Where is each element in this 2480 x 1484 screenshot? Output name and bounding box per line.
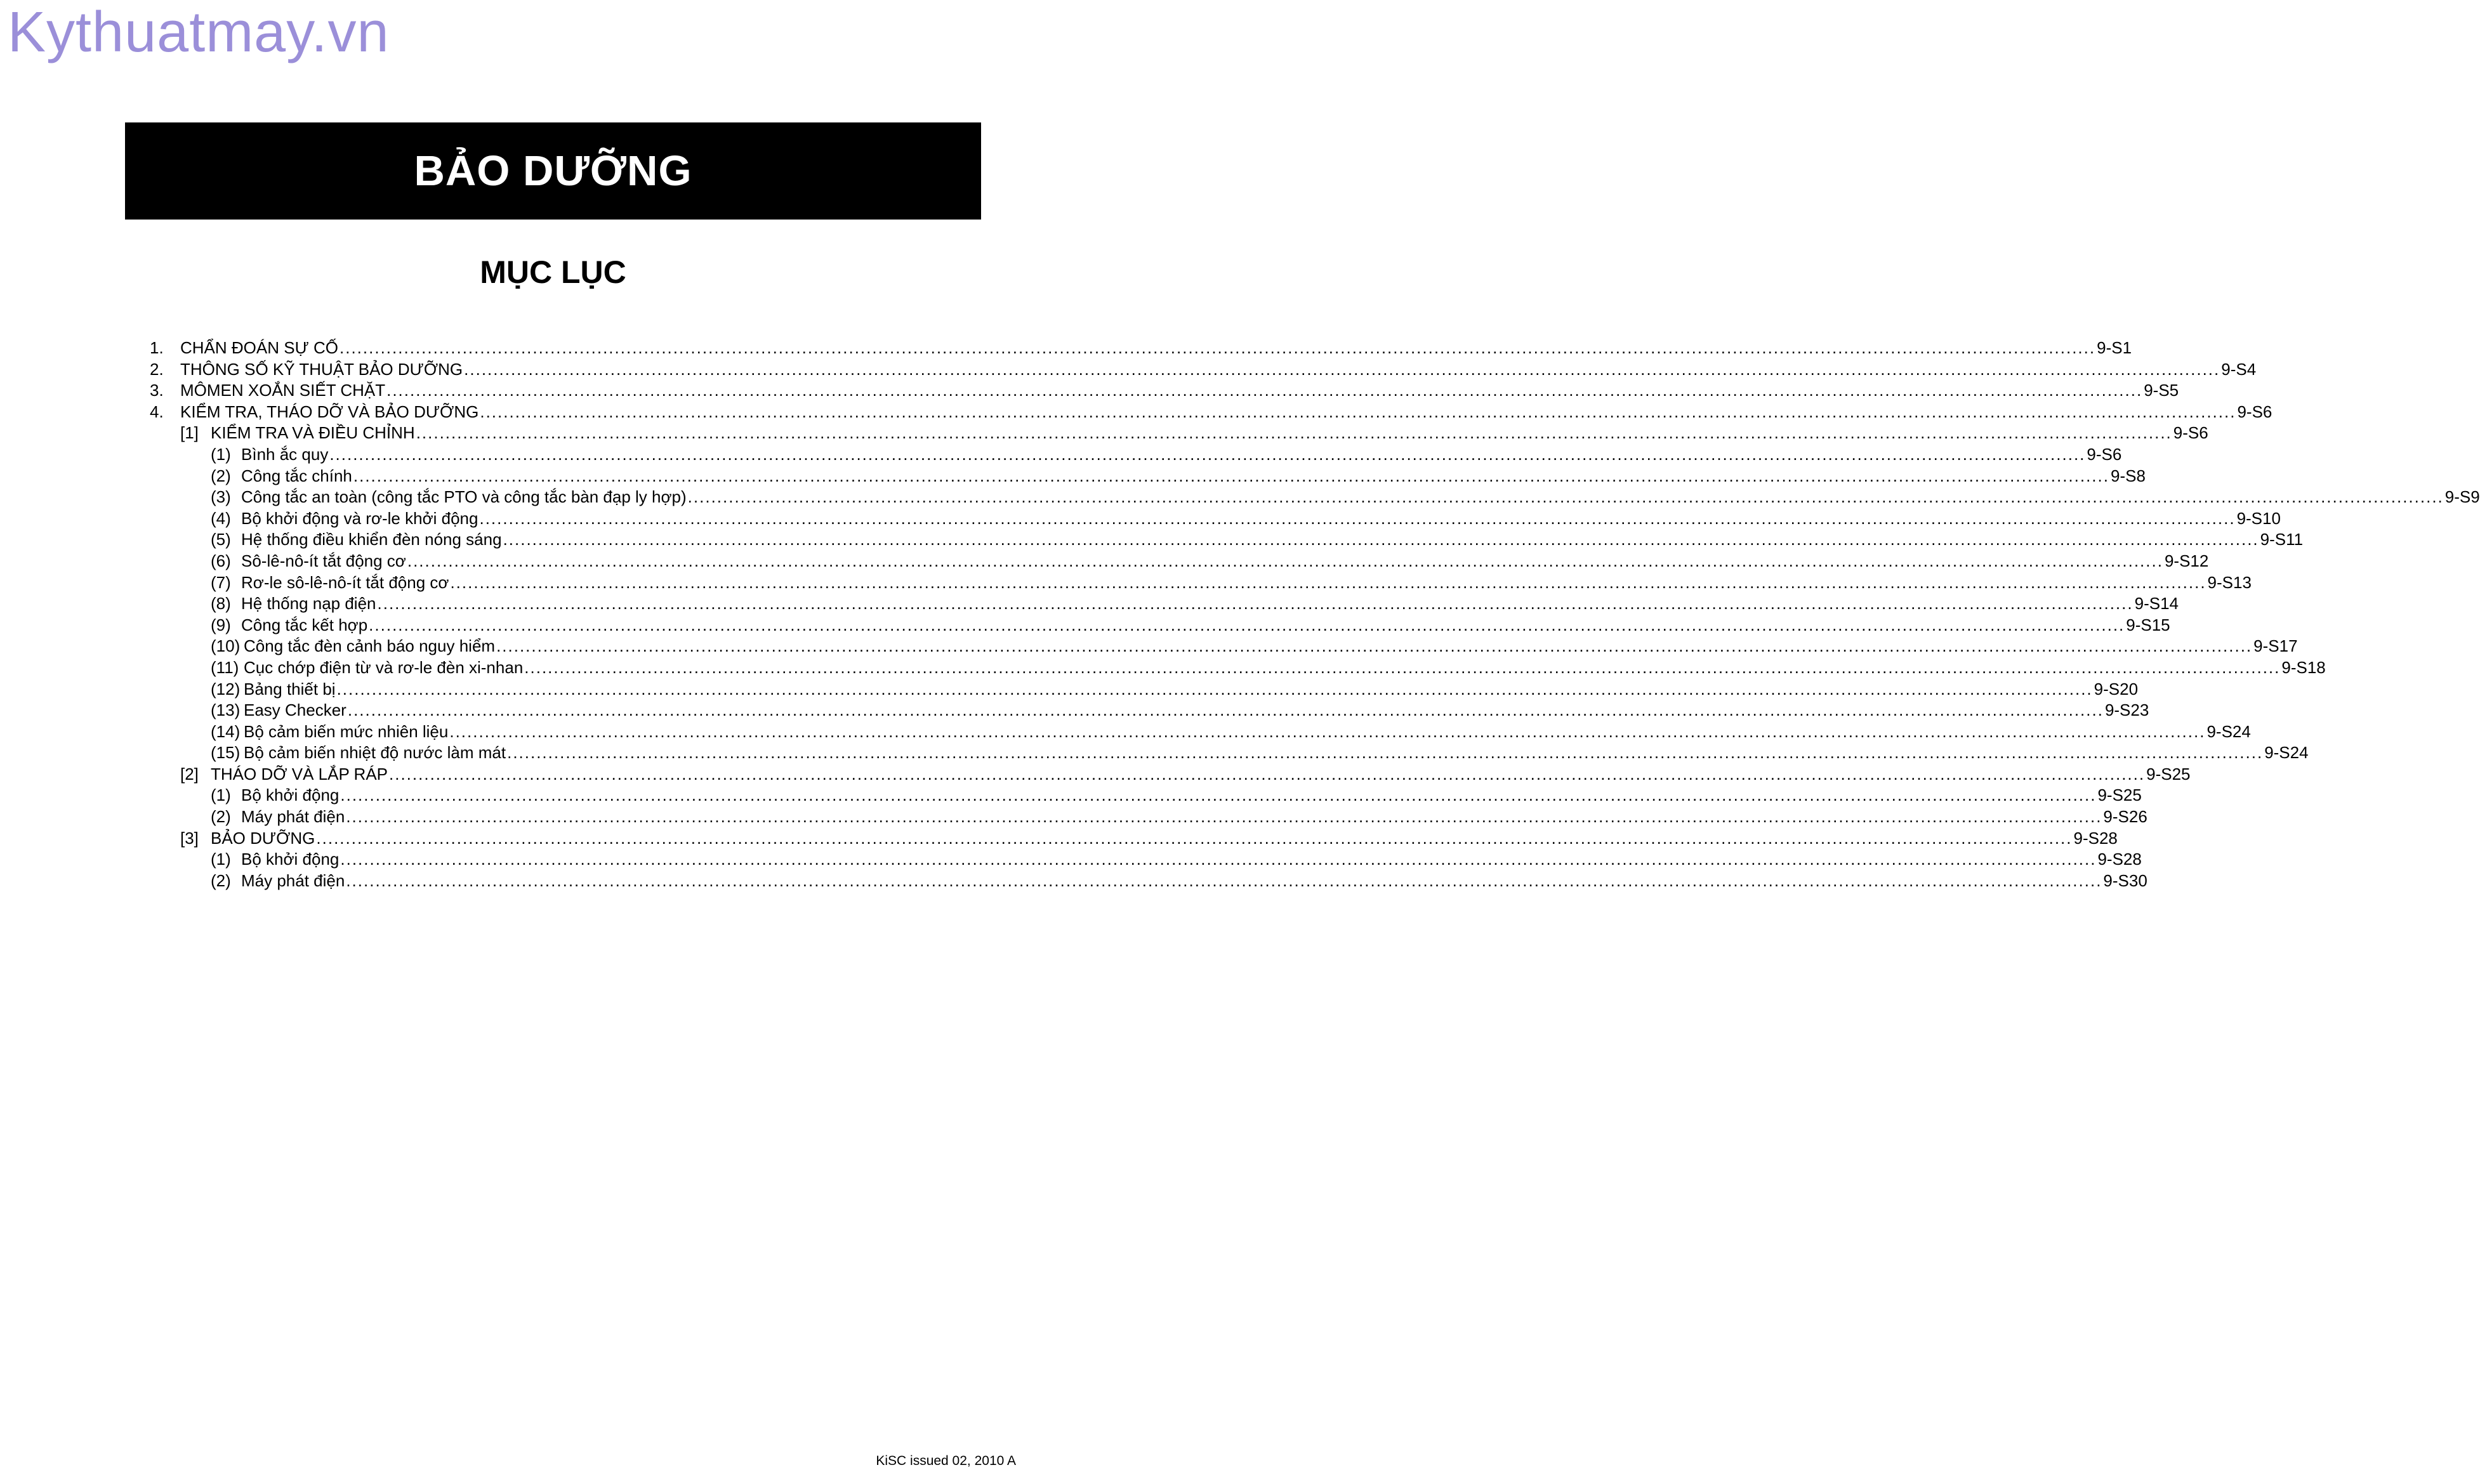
toc-entry[interactable] [150,593,2179,615]
toc-entry-label: Bình ắc quy [241,444,329,464]
toc-entry-number: (4) [211,508,231,528]
toc-entry-label: KIỂM TRA VÀ ĐIỀU CHỈNH [211,423,415,443]
toc-entry-number: (6) [211,551,231,570]
toc-entry[interactable] [150,529,2304,551]
toc-entry-label: THÁO DỠ VÀ LẮP RÁP [211,764,388,784]
toc-entry-number: (3) [211,487,231,507]
toc-entry-page: 9-S30 [2103,870,2147,890]
toc-entry-page: 9-S8 [2110,466,2146,485]
toc-entry[interactable] [150,551,2209,572]
toc-entry-page: 9-S24 [2264,743,2309,763]
toc-entry-label: Công tắc chính [241,466,352,485]
toc-heading: MỤC LỤC [480,254,626,290]
toc-dot-leader: ............................................................................................................................................................................................................................................................................................................ [687,487,2444,507]
toc-entry-label: Công tắc an toàn (công tắc PTO và công tắc bàn đạp ly hợp) [241,487,687,507]
toc-entry[interactable] [150,444,2122,466]
toc-entry-page: 9-S23 [2104,700,2149,720]
toc-entry-number: (1) [211,444,231,464]
toc-entry-number: (7) [211,572,231,592]
toc-dot-leader: ............................................................................................................................................................................................................................................................................................................ [340,785,2097,805]
toc-entry-number: (9) [211,615,231,634]
watermark-logo: Kythuatmay.vn [8,1,390,64]
toc-entry-number: (11) [211,657,239,677]
toc-entry-label: Bảng thiết bị [244,679,336,699]
toc-entry-page: 9-S15 [2126,615,2170,634]
toc-entry[interactable] [150,487,2480,508]
title-banner [125,122,981,220]
toc-entry[interactable] [150,849,2142,870]
toc-entry[interactable] [150,338,2132,359]
toc-dot-leader: ............................................................................................................................................................................................................................................................................................................ [480,402,2236,421]
toc-entry-page: 9-S14 [2134,594,2179,614]
toc-entry-number: (2) [211,466,231,485]
toc-entry-label: Rơ-le sô-lê-nô-ít tắt động cơ [241,572,449,592]
toc-entry-page: 9-S26 [2103,807,2147,827]
toc-entry-label: CHẨN ĐOÁN SỰ CỐ [180,338,339,357]
toc-dot-leader: ............................................................................................................................................................................................................................................................................................................ [416,423,2172,443]
toc-entry[interactable] [150,785,2142,806]
toc-entry-label: BẢO DƯỠNG [211,828,315,848]
toc-dot-leader: ............................................................................................................................................................................................................................................................................................................ [336,679,2093,699]
toc-entry-page: 9-S12 [2164,551,2209,570]
toc-entry[interactable] [150,742,2309,764]
toc-entry-label: Máy phát điện [241,870,345,890]
toc-entry-number: (2) [211,807,231,827]
toc-entry[interactable] [150,870,2147,892]
toc-dot-leader: ............................................................................................................................................................................................................................................................................................................ [347,700,2104,720]
toc-dot-leader: ............................................................................................................................................................................................................................................................................................................ [329,444,2086,464]
toc-entry-page: 9-S13 [2207,572,2252,592]
toc-entry-page: 9-S25 [2097,785,2142,805]
toc-entry-label: Cục chớp điện từ và rơ-le đèn xi-nhan [244,657,524,677]
toc-dot-leader: ............................................................................................................................................................................................................................................................................................................ [316,828,2073,848]
toc-entry-label: THÔNG SỐ KỸ THUẬT BẢO DƯỠNG [180,359,463,379]
toc-entry-number: (1) [211,850,231,869]
toc-entry-number: [2] [180,764,199,784]
toc-entry-page: 9-S6 [2237,402,2272,421]
toc-dot-leader: ............................................................................................................................................................................................................................................................................................................ [346,870,2102,890]
toc-dot-leader: ............................................................................................................................................................................................................................................................................................................ [407,551,2163,570]
toc-entry-page: 9-S17 [2253,636,2298,656]
toc-entry-label: Hệ thống nạp điện [241,594,376,614]
toc-entry-label: Hệ thống điều khiển đèn nóng sáng [241,530,502,549]
toc-entry-label: Công tắc kết hợp [241,615,368,634]
toc-entry-number: (1) [211,785,231,805]
toc-dot-leader: ............................................................................................................................................................................................................................................................................................................ [449,721,2206,741]
toc-entry-page: 9-S18 [2281,657,2326,677]
toc-entry-label: Bộ khởi động [241,785,340,805]
toc-dot-leader: ............................................................................................................................................................................................................................................................................................................ [340,338,2096,357]
toc-entry-number: 2. [150,359,164,379]
toc-entry-number: (8) [211,594,231,614]
toc-entry-number: (2) [211,870,231,890]
toc-entry-label: MÔMEN XOẮN SIẾT CHẶT [180,381,386,400]
footer-issue-note: KiSC issued 02, 2010 A [876,1454,1016,1468]
toc-dot-leader: ............................................................................................................................................................................................................................................................................................................ [377,594,2134,614]
toc-entry-number: 4. [150,402,164,421]
toc-entry-number: [3] [180,828,199,848]
toc-dot-leader: ............................................................................................................................................................................................................................................................................................................ [464,359,2220,379]
toc-dot-leader: ............................................................................................................................................................................................................................................................................................................ [524,657,2281,677]
toc-entry[interactable] [150,657,2326,679]
toc-entry[interactable] [150,402,2272,423]
toc-entry-page: 9-S10 [2236,508,2281,528]
toc-entry-page: 9-S9 [2444,487,2480,507]
toc-entry-label: Easy Checker [244,700,346,720]
toc-dot-leader: ............................................................................................................................................................................................................................................................................................................ [479,508,2236,528]
toc-entry-number: (10) [211,636,241,656]
toc-dot-leader: ............................................................................................................................................................................................................................................................................................................ [389,764,2146,784]
toc-entry[interactable] [150,508,2281,530]
toc-entry[interactable] [150,572,2252,594]
toc-entry[interactable] [150,700,2149,721]
toc-entry-number: (13) [211,700,241,720]
toc-entry[interactable] [150,423,2208,444]
toc-entry-number: (5) [211,530,231,549]
toc-entry[interactable] [150,721,2251,743]
toc-entry-page: 9-S28 [2073,828,2118,848]
toc-entry[interactable] [150,359,2257,381]
toc-dot-leader: ............................................................................................................................................................................................................................................................................................................ [353,466,2109,485]
toc-entry-page: 9-S5 [2144,381,2179,400]
toc-entry[interactable] [150,828,2118,850]
toc-entry-number: 3. [150,381,164,400]
toc-entry-page: 9-S6 [2173,423,2208,443]
page-title: BẢO DƯỠNG [414,147,692,195]
toc-dot-leader: ............................................................................................................................................................................................................................................................................................................ [450,572,2206,592]
toc-entry-label: Bộ cảm biến nhiệt độ nước làm mát [244,743,506,763]
toc-entry-number: [1] [180,423,199,443]
toc-dot-leader: ............................................................................................................................................................................................................................................................................................................ [340,850,2097,869]
toc-entry-label: Bộ khởi động và rơ-le khởi động [241,508,478,528]
toc-dot-leader: ............................................................................................................................................................................................................................................................................................................ [346,807,2102,827]
toc-entry-label: Máy phát điện [241,807,345,827]
toc-dot-leader: ............................................................................................................................................................................................................................................................................................................ [369,615,2125,634]
toc-entry-page: 9-S25 [2146,764,2191,784]
toc-entry-page: 9-S11 [2260,530,2304,549]
toc-dot-leader: ............................................................................................................................................................................................................................................................................................................ [507,743,2264,763]
toc-entry-page: 9-S28 [2097,850,2142,869]
toc-entry[interactable] [150,466,2146,487]
toc-entry[interactable] [150,679,2139,700]
toc-entry-label: Bộ khởi động [241,850,340,869]
toc-entry[interactable] [150,764,2191,785]
toc-dot-leader: ............................................................................................................................................................................................................................................................................................................ [503,530,2259,549]
toc-entry[interactable] [150,636,2298,657]
toc-entry-page: 9-S4 [2221,359,2257,379]
toc-entry-page: 9-S1 [2097,338,2132,357]
toc-entry-label: Bộ cảm biến mức nhiên liệu [244,721,449,741]
toc-entry-number: (12) [211,679,241,699]
toc-entry-label: Sô-lê-nô-ít tắt động cơ [241,551,406,570]
toc-entry-page: 9-S20 [2094,679,2139,699]
toc-entry[interactable] [150,380,2179,402]
toc-entry-label: KIỂM TRA, THÁO DỠ VÀ BẢO DƯỠNG [180,402,479,421]
toc-entry-number: (15) [211,743,241,763]
table-of-contents [150,338,2480,891]
toc-dot-leader: ............................................................................................................................................................................................................................................................................................................ [496,636,2253,656]
toc-entry-page: 9-S6 [2087,444,2122,464]
toc-entry[interactable] [150,615,2170,636]
toc-dot-leader: ............................................................................................................................................................................................................................................................................................................ [386,381,2143,400]
toc-entry-number: (14) [211,721,241,741]
toc-entry-label: Công tắc đèn cảnh báo nguy hiểm [244,636,496,656]
toc-entry-page: 9-S24 [2206,721,2251,741]
toc-entry-number: 1. [150,338,164,357]
toc-entry[interactable] [150,806,2147,828]
